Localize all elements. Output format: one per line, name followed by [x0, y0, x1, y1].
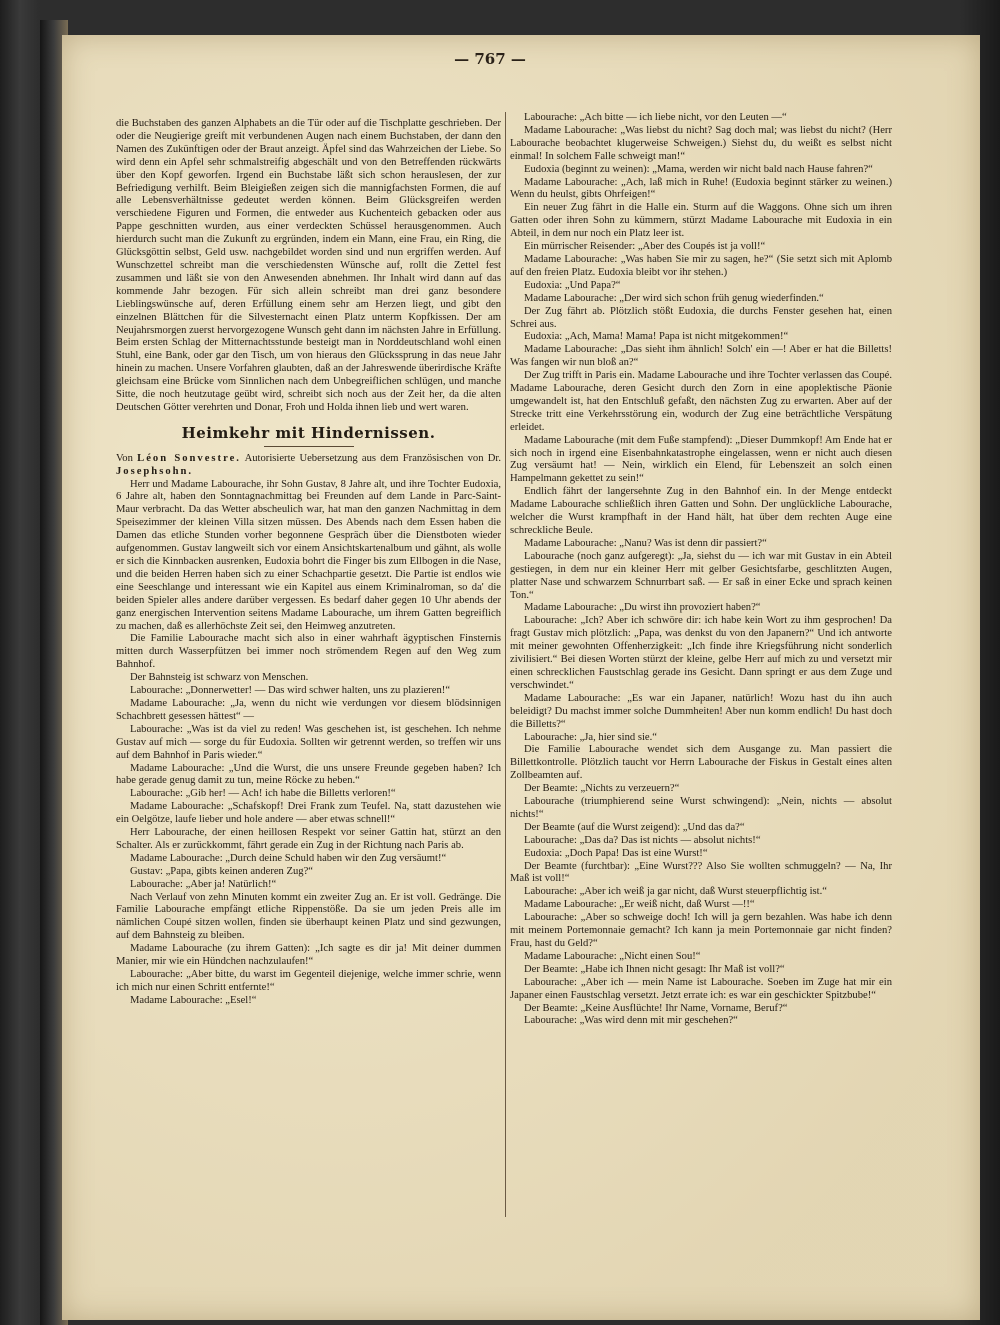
- paragraph: Madame Labourache: „Das sieht ihm ähnlich! Solch' ein —! Aber er hat die Billetts! Was fangen wir nun bloß an?“: [510, 344, 892, 369]
- paragraph: Der Bahnsteig ist schwarz von Menschen.: [130, 672, 309, 684]
- paragraph: Ein neuer Zug fährt in die Halle ein. Sturm auf die Waggons. Ohne sich um ihren Gatten oder ihren Sohn zu kümmern, stürzt Madame Labourache mit Eudoxia in ein Abteil, in dem nur noch ein Platz leer ist.: [510, 202, 892, 240]
- paragraph: Labourache: „Das da? Das ist nichts — absolut nichts!“: [524, 834, 761, 846]
- paragraph: Nach Verlauf von zehn Minuten kommt ein zweiter Zug an. Er ist voll. Gedränge. Die Familie Labourache empfängt etliche Rippenstöße. Da sie um jeden Preis alle im nämlichen Coupé sitzen wollen, finden sie überhaupt keinen Platz und sind gezwungen, auf dem Bahnsteig zu bleiben.: [116, 891, 501, 942]
- paragraph: Madame Labourache (zu ihrem Gatten): „Ich sagte es dir ja! Mit deiner dummen Manier, mir wie ein Hündchen nachzulaufen!“: [116, 943, 501, 968]
- paragraph: Der Beamte: „Nichts zu verzeuern?“: [524, 783, 680, 795]
- paragraph: Madame Labourache: „Ach, laß mich in Ruhe! (Eudoxia beginnt stärker zu weinen.) Wenn du heulst, gibts Ohrfeigen!“: [510, 176, 892, 201]
- paragraph: Madame Labourache: „Er weiß nicht, daß Wurst —!!“: [524, 899, 755, 911]
- paragraph: Madame Labourache: „Du wirst ihn provoziert haben?“: [524, 602, 761, 614]
- paragraph: Madame Labourache: „Ja, wenn du nicht wie verdungen vor diesem blödsinnigen Schachbrett gesessen hättest“ —: [116, 697, 501, 722]
- paragraph: Madame Labourache: „Was haben Sie mir zu sagen, he?“ (Sie setzt sich mit Aplomb auf den freien Platz. Eudoxia bleibt vor ihr stehen.): [510, 253, 892, 278]
- paragraph: Der Beamte (furchtbar): „Eine Wurst??? Also Sie wollten schmuggeln? — Na, Ihr Maß ist voll!“: [510, 860, 892, 885]
- paragraph: Labourache: „Gib her! — Ach! ich habe die Billetts verloren!“: [130, 788, 396, 800]
- paragraph: Labourache (triumphierend seine Wurst schwingend): „Nein, nichts — absolut nichts!“: [510, 796, 892, 820]
- right-column: [510, 112, 892, 1237]
- paragraph: Die Familie Labourache wendet sich dem Ausgange zu. Man passiert die Billettkontrolle. Plötzlich taucht vor Herrn Labourache der Fiskus in Gestalt eines alten Zollbeamten auf.: [510, 744, 892, 782]
- paragraph: Ein mürrischer Reisender: „Aber des Coupés ist ja voll!“: [524, 241, 766, 253]
- paragraph: Madame Labourache: „Nicht einen Sou!“: [524, 950, 701, 962]
- paragraph: Herr und Madame Labourache, ihr Sohn Gustav, 8 Jahre alt, und ihre Tochter Eudoxia, 6 Jahre alt, haben den Sonntagnachmittag bei Freunden auf dem Lande in Parc-Saint-Maur verbracht. Da das Wetter abscheulich war, hat man den ganzen Nachmittag in dem Speisezimmer der kleinen Villa sitzen müssen. Des Abends nach dem Essen haben die Damen das etliche Stunden vorher begonnene Gespräch über die Dienstboten wieder aufgenommen. Gustav langweilt sich vor einem Ansichtskartenalbum und gähnt, als wolle er sich die Kinnbacken ausrenken, Eudoxia bohrt die Finger bis zum Ellbogen in die Nase, und die beiden Herren haben sich zu einer Schachpartie gesetzt. Die Partie ist endlos wie eine Seeschlange und interessant wie ein Kapitel aus einem Kriminalroman, so da' die beiden Spieler alles andere darüber vergessen. Es bedarf daher gegen 10 Uhr abends der ganz energischen Intervention seitens Madame Labourache, um ihrem Gatten begreiflich zu machen, daß es allerhöchste Zeit sei, den Heimweg anzutreten.: [116, 478, 501, 632]
- byline-translator: Josephsohn.: [116, 465, 194, 477]
- story-title-text: Heimkehr mit Hindernissen.: [181, 423, 436, 442]
- byline-author: Léon Sonvestre.: [137, 452, 241, 464]
- paragraph: Der Zug trifft in Paris ein. Madame Labourache und ihre Tochter verlassen das Coupé. Madame Labourache, deren Gesicht durch den Zorn in eine apoplektische Päonie umgewandelt ist, hat den Entschluß gefaßt, den nächsten Zug zu erwarten. Aber auf der Strecke tritt eine Verkehrsstörung ein, wodurch der Zug eine beträchtliche Verspätung erleidet.: [510, 370, 892, 433]
- paragraph: Labourache: „Aber ja! Natürlich!“: [130, 878, 277, 890]
- paragraph: Der Beamte: „Keine Ausflüchte! Ihr Name, Vorname, Beruf?“: [524, 1002, 788, 1014]
- paragraph: Der Beamte (auf die Wurst zeigend): „Und das da?“: [524, 821, 745, 833]
- paragraph: Madame Labourache: „Nanu? Was ist denn dir passiert?“: [524, 537, 767, 549]
- paragraph: Herr Labourache, der einen heillosen Respekt vor seiner Gattin hat, stürzt an den Schalter. Als er zurückkommt, fährt gerade ein Zug in der Richtung nach Paris ab.: [116, 827, 501, 851]
- paragraph: Labourache: „Aber ich weiß ja gar nicht, daß Wurst steuerpflichtig ist.“: [524, 886, 827, 898]
- paragraph: Madame Labourache: „Was liebst du nicht? Sag doch mal; was liebst du nicht? (Herr Labourache beobachtet klugerweise Schweigen.) Siehst du, du weißt es selbst nicht einmal! In solchem Falle schweigt man!“: [510, 124, 892, 162]
- byline: [116, 453, 501, 479]
- paragraph: Der Zug fährt ab. Plötzlich stößt Eudoxia, die durchs Fenster gesehen hat, einen Schrei aus.: [510, 305, 892, 330]
- paragraph: Der Beamte: „Habe ich Ihnen nicht gesagt: Ihr Maß ist voll?“: [524, 963, 785, 975]
- paragraph: Labourache: „Ja, hier sind sie.“: [524, 731, 657, 743]
- paragraph: Labourache: „Aber bitte, du warst im Gegenteil diejenige, welche immer schrie, wenn ich mich nur einen Schritt entfernte!“: [116, 969, 501, 993]
- paragraph: Eudoxia: „Ach, Mama! Mama! Papa ist nicht mitgekommen!“: [524, 331, 789, 343]
- paragraph: Labourache: „Aber so schweige doch! Ich will ja gern bezahlen. Was habe ich denn mit meinem Portemonnaie gemacht? Ich kann ja mein Portemonnaie gar nicht finden? Frau, hast du Geld?“: [510, 912, 892, 949]
- page-number: — 767 —: [454, 50, 526, 68]
- paragraph: Labourache: „Donnerwetter! — Das wird schwer halten, uns zu plazieren!“: [130, 685, 451, 697]
- paragraph: Labourache: „Aber ich — mein Name ist Labourache. Soeben im Zuge hat mir ein Japaner einen Faustschlag versetzt. Jetzt errate ich: es war ein geschickter Spitzbube!“: [510, 976, 892, 1001]
- paragraph: Eudoxia (beginnt zu weinen): „Mama, werden wir nicht bald nach Hause fahren?“: [524, 163, 873, 175]
- paragraph: Labourache: „Was wird denn mit mir geschehen?“: [524, 1015, 738, 1027]
- paragraph: Labourache: „Ach bitte — ich liebe nicht, vor den Leuten —“: [524, 112, 787, 123]
- paragraph: Madame Labourache: „Und die Wurst, die uns unsere Freunde gegeben haben? Ich habe gerade genug damit zu tun, meine Röcke zu heben.“: [116, 762, 501, 787]
- paragraph: Madame Labourache: „Esel!“: [130, 994, 257, 1006]
- story-title: [116, 423, 501, 447]
- paragraph: Labourache: „Ich? Aber ich schwöre dir: ich habe kein Wort zu ihm gesprochen! Da fragt Gustav mich plötzlich: „Papa, was denkst du von den Japanern?“ Und ich antworte mit meiner gewohnten Offenherzigkeit: „Ich finde ihre Kriegsführung nicht sonderlich zivilisiert.“ Bei diesen Worten stürzt der kleine, gelbe Herr auf mich zu und versetzt mir einen schrecklichen Faustschlag gerade ins Gesicht. Dann springt er aus dem Zuge und verschwindet.“: [510, 615, 892, 691]
- paragraph: Labourache (noch ganz aufgeregt): „Ja, siehst du — ich war mit Gustav in ein Abteil gestiegen, in dem nur ein kleiner Herr mit gelber Gesichtsfarbe, geschlitzten Augen, platter Nase und schwarzem Schnurrbart saß. — Er saß in einer Ecke und sprach keinen Ton.“: [510, 550, 892, 601]
- byline-prefix: Von: [116, 452, 133, 464]
- paragraph: Gustav: „Papa, gibts keinen anderen Zug?“: [130, 865, 313, 877]
- paragraph: Endlich fährt der langersehnte Zug in den Bahnhof ein. In der Menge entdeckt Madame Labourache schließlich ihren Gatten und Sohn. Der unglückliche Labourache, welcher die Wurst krampfhaft in der Hand hält, hat über dem rechten Auge eine schreckliche Beule.: [510, 486, 892, 536]
- paragraph: die Buchstaben des ganzen Alphabets an die Tür oder auf die Tischplatte geschrieben. Der oder die Neugierige greift mit verbundenen Augen nach einem Buchstaben, der dann den Namen des Zukünftigen oder der Braut anzeigt. Äpfel sind das Wahrzeichen der Liebe. So wird denn ein Apfel sehr schmalstreifig abgeschält und von den Betreffenden rückwärts über den Kopf geworfen. Irgend ein Buchstabe läßt sich schon herauslesen, der zur Befriedigung verhilft. Beim Bleigießen zeigen sich die mannigfachsten Formen, die auf alle Lebensverhältnisse gedeutet werden können. Beim Glücksgreifen werden verschiedene Figuren und Formen, die entweder aus Kuchenteich gebacken oder aus Pappe geschnitten wurden, aus einer verdeckten Schüssel herausgenommen. Auch hierdurch sucht man die Zukunft zu ergründen, indem ein Mann, eine Frau, ein Ring, die Glücksgöttin selbst, Geld usw. nachgebildet worden sind und nun ergriffen werden. Auf Wunschzettel schreibt man die verschiedensten Wünsche auf, rollt die Zettel fest zusammen und läßt sie von den Anwesenden abnehmen. Ihr Inhalt wird dann auf das kommende Jahr bezogen. Für sich allein schreibt man drei ganz besondere Lieblingswünsche auf, deren Erfüllung einem sehr am Herzen liegt, und gibt den einzelnen Blättchen für die Silvesternacht einen Platz unterm Kopfkissen. Der am Neujahrsmorgen zuerst hervorgezogene Wunsch geht dann im nächsten Jahre in Erfüllung. Beim ersten Schlag der Mitternachtsstunde besteigt man in Norddeutschland wohl einen Stuhl, eine Bank, oder gar den Tisch, um von hieraus den Glückssprung in das neue Jahr hinein zu machen. Unsere Vorfahren glaubten, daß an der Jahreswende überirdische Kräfte gleichsam eine Brücke vom Sinnlichen nach dem Unbegreiflichen schlügen, und manche Sitte, die noch heutzutage geübt wird, schreibt sich noch aus der Zeit her, da die alten Deutschen Götter verehrten und Donar, Froh und Holda ihnen lieb und wert waren.: [116, 118, 501, 413]
- paragraph: Madame Labourache: „Durch deine Schuld haben wir den Zug versäumt!“: [130, 852, 447, 864]
- paragraph: Madame Labourache: „Der wird sich schon früh genug wiederfinden.“: [524, 292, 824, 304]
- paragraph: Madame Labourache: „Schafskopf! Drei Frank zum Teufel. Na, statt dazustehen wie ein Oelgötze, laufe lieber und hole andere — aber etwas schnell!“: [116, 801, 501, 826]
- paragraph: Die Familie Labourache macht sich also in einer wahrhaft ägyptischen Finsternis mitten durch Wasserpfützen bei immer noch strömendem Regen auf den Weg zum Bahnhof.: [116, 633, 501, 671]
- paragraph: Madame Labourache: „Es war ein Japaner, natürlich! Wozu hast du ihn auch beleidigt? Du machst immer solche Dummheiten! Aber nun komm endlich! Du hast doch die Billetts?“: [510, 692, 892, 730]
- paragraph: Madame Labourache (mit dem Fuße stampfend): „Dieser Dummkopf! Am Ende hat er sich noch in irgend eine Eisenbahnkatastrophe eingelassen, wenn er nicht auch diesen Zug versäumt hat! — Nein, wirklich ein Elend, für Lebenszeit an solch einen Hampelmann gekettet zu sein!“: [510, 434, 892, 485]
- title-rule: [264, 446, 354, 447]
- paragraph: Eudoxia: „Doch Papa! Das ist eine Wurst!“: [524, 847, 708, 859]
- paragraph: Labourache: „Was ist da viel zu reden! Was geschehen ist, ist geschehen. Ich nehme Gustav auf mich — sorge du für Eudoxia. Sollten wir getrennt werden, so treffen wir uns auf dem Bahnhof in Paris wieder.“: [116, 723, 501, 761]
- byline-middle: Autorisierte Uebersetzung aus dem Französischen von Dr.: [244, 452, 501, 464]
- left-column: [116, 118, 501, 1233]
- column-divider: [505, 112, 506, 1217]
- paragraph: Eudoxia: „Und Papa?“: [524, 279, 621, 291]
